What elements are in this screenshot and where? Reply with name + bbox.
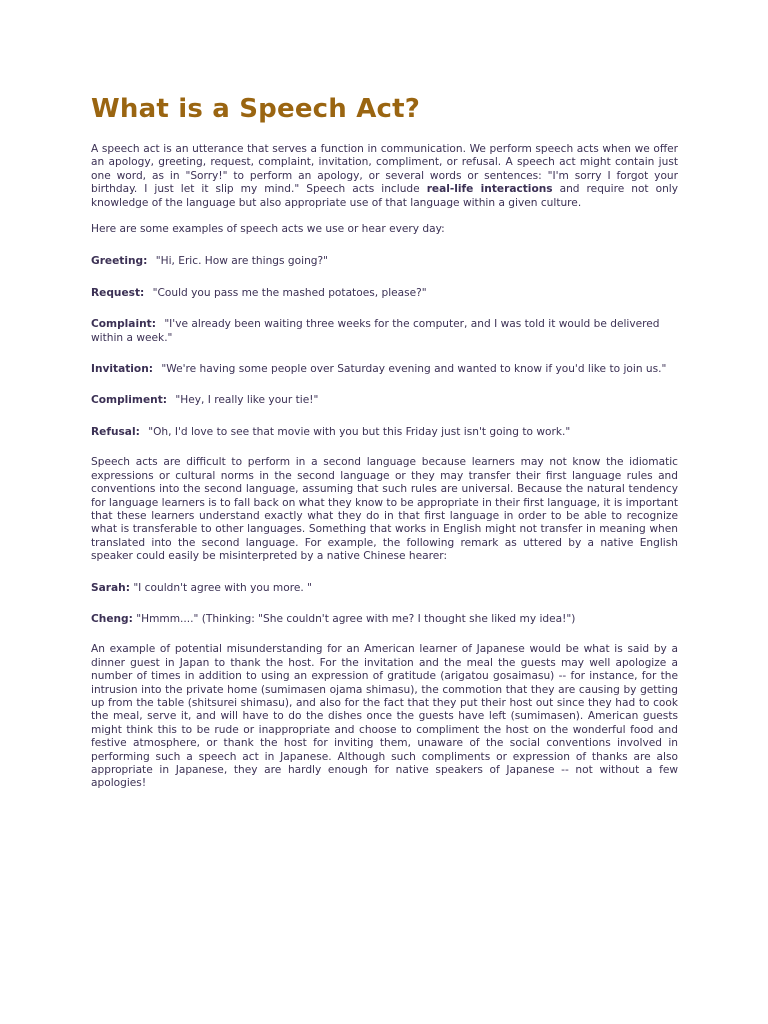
- example-text: "We're having some people over Saturday evening and wanted to know if you'd like to join us.": [161, 363, 667, 376]
- example-label: Compliment:: [91, 394, 168, 407]
- example-compliment: [91, 394, 678, 407]
- example-label: Complaint:: [91, 318, 156, 331]
- japanese-example-paragraph: An example of potential misunderstanding for an American learner of Japanese would be what is said by a dinner guest in Japan to thank the host. For the invitation and the meal the guests may well apologize a number of times in addition to using an expression of gratitude (arigatou gosaimasu) -- for instance, for the intrusion into the private home (sumimasen ojama shimasu), the commotion that they are causing by getting up from the table (shitsurei shimasu), and also for the fact that they put their host out since they had to cook the meal, serve it, and will have to do the dishes once the guests have left (sumimasen). American guests might think this to be rude or inappropriate and choose to compliment the host on the wonderful food and festive atmosphere, or thank the host for inviting them, unaware of the social conventions involved in performing such a speech act in Japanese. Although such compliments or expression of thanks are also appropriate in Japanese, they are hardly enough for native speakers of Japanese -- not without a few apologies!: [91, 643, 678, 790]
- example-refusal: [91, 426, 678, 439]
- example-request: [91, 287, 678, 300]
- dialog-text: "I couldn't agree with you more. ": [133, 581, 312, 594]
- dialog-line-sarah: [91, 582, 678, 595]
- example-greeting: [91, 255, 678, 268]
- page-title: What is a Speech Act?: [91, 94, 421, 124]
- example-label: Refusal:: [91, 425, 140, 438]
- example-label: Greeting:: [91, 255, 148, 268]
- dialog-speaker: Sarah:: [91, 581, 130, 594]
- intro-bold-phrase: real-life interactions: [426, 183, 553, 196]
- intro-paragraph: [91, 143, 678, 210]
- example-label: Request:: [91, 286, 145, 299]
- intro-text-end: and require not only knowledge of the language but also appropriate use of that language within a given culture.: [91, 183, 679, 209]
- example-complaint: [91, 318, 678, 345]
- example-text: "I've already been waiting three weeks for the computer, and I was told it would be delivered within a week.": [91, 318, 660, 344]
- dialog-text: "Hmmm...." (Thinking: "She couldn't agree with me? I thought she liked my idea!"): [136, 612, 576, 625]
- example-text: "Hi, Eric. How are things going?": [155, 255, 329, 268]
- example-text: "Could you pass me the mashed potatoes, please?": [152, 286, 427, 299]
- example-text: "Hey, I really like your tie!": [175, 394, 319, 407]
- dialog-line-cheng: [91, 613, 678, 626]
- intro-text-start: A speech act is an utterance that serves a function in communication. We perform speech acts when we offer an apology, greeting, request, complaint, invitation, compliment, or refusal. A speech act might contain just one word, as in "Sorry!" to perform an apology, or several words or sentences: "I'm sorry I forgot your birthday. I just let it slip my mind." Speech acts include: [91, 143, 678, 196]
- dialog-speaker: Cheng:: [91, 612, 133, 625]
- example-text: "Oh, I'd love to see that movie with you but this Friday just isn't going to work.": [148, 425, 571, 438]
- examples-intro: Here are some examples of speech acts we use or hear every day:: [91, 223, 445, 236]
- example-label: Invitation:: [91, 363, 153, 376]
- second-language-paragraph: Speech acts are difficult to perform in a second language because learners may not know the idiomatic expressions or cultural norms in the second language or they may transfer their first language rules and conventions into the second language, assuming that such rules are universal. Because the natural tendency for language learners is to fall back on what they know to be appropriate in their first language, it is important that these learners understand exactly what they do in that first language in order to be able to recognize what is transferable to other languages. Something that works in English might not transfer in meaning when translated into the second language. For example, the following remark as uttered by a native English speaker could easily be misinterpreted by a native Chinese hearer:: [91, 456, 678, 563]
- document-page: [91, 92, 678, 791]
- example-invitation: [91, 363, 678, 376]
